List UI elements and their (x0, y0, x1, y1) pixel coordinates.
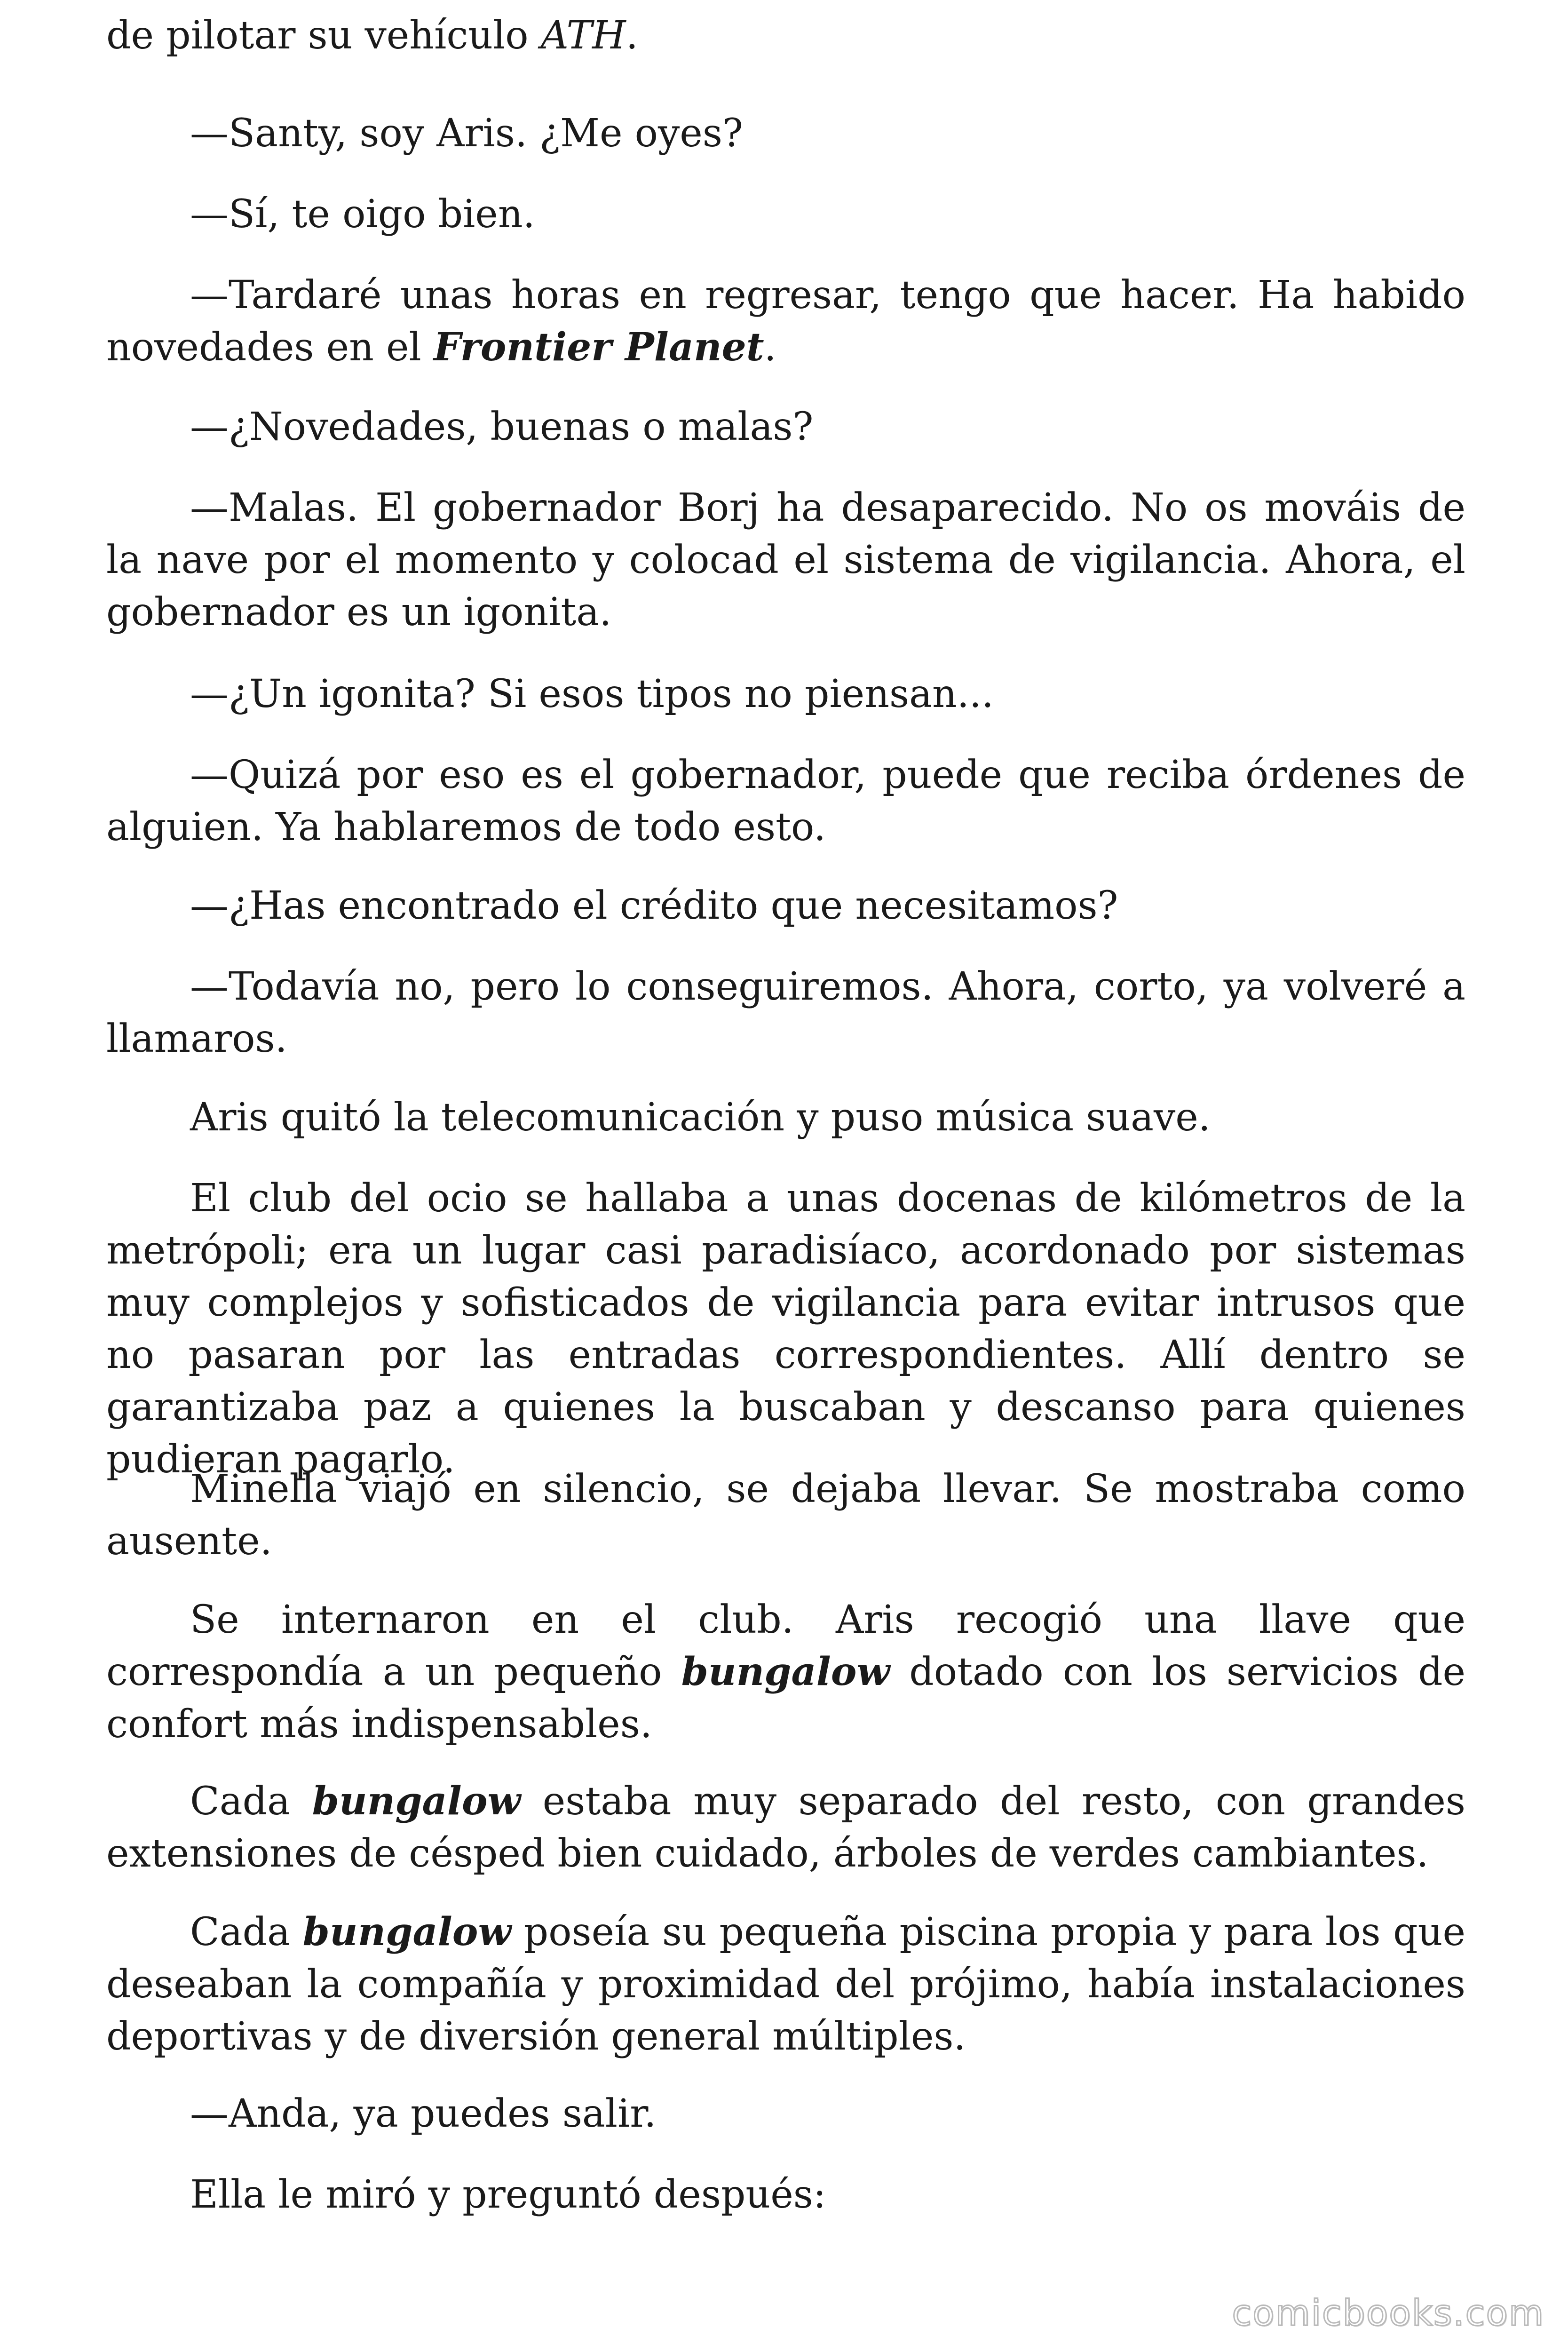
text-run: estaba muy separado del resto, con grandes extensiones de césped bien cuidado, árboles de verdes cambiantes. (106, 1779, 1466, 1876)
paragraph (106, 1594, 1465, 1750)
italic-term: ATH (540, 13, 626, 58)
paragraph (106, 2088, 1465, 2140)
text-run: —Todavía no, pero lo conseguiremos. Ahora, corto, ya volveré a llamaros. (106, 964, 1465, 1061)
emphasized-term: bungalow (681, 1649, 890, 1694)
emphasized-term: bungalow (302, 1909, 512, 1955)
paragraph (106, 1906, 1465, 2063)
text-run: Se internaron en el club. Aris recogió una llave que correspondía a un pequeño (106, 1597, 1465, 1694)
paragraph (106, 961, 1465, 1065)
watermark: comicbooks.com (1232, 2292, 1544, 2334)
paragraph (106, 1091, 1465, 1144)
text-run: de pilotar su vehículo (106, 13, 541, 58)
text-run: Cada (190, 1779, 312, 1824)
text-run: —Malas. El gobernador Borj ha desaparecido. No os mováis de la nave por el momento y colocad el sistema de vigilancia. Ahora, el gobernador es un igonita. (106, 485, 1465, 635)
paragraph (106, 188, 1465, 240)
text-run: —Tardaré unas horas en regresar, tengo que hacer. Ha habido novedades en el (106, 273, 1465, 370)
text-run: —Sí, te oigo bien. (190, 192, 535, 237)
paragraph (106, 668, 1465, 720)
paragraph (106, 749, 1465, 853)
emphasized-term: bungalow (312, 1779, 521, 1824)
paragraph (106, 1463, 1465, 1567)
text-run: Minella viajó en silencio, se dejaba llevar. Se mostraba como ausente. (106, 1467, 1465, 1564)
text-run: Aris quitó la telecomunicación y puso música suave. (190, 1095, 1211, 1140)
text-run: dotado con los servicios de confort más indispensables. (106, 1650, 1466, 1747)
text-run: —¿Novedades, buenas o malas? (190, 405, 814, 449)
text-run: . (764, 325, 776, 370)
text-run: poseía su pequeña piscina propia y para los que deseaban la compañía y proximidad del prójimo, había instalaciones deportivas y de diversión general múltiples. (106, 1910, 1466, 2059)
paragraph (106, 269, 1465, 373)
emphasized-term: Frontier Planet (433, 325, 764, 370)
text-run: —¿Un igonita? Si esos tipos no piensan... (190, 672, 994, 716)
text-run: —¿Has encontrado el crédito que necesitamos? (190, 883, 1118, 928)
paragraph (106, 482, 1465, 638)
paragraph (106, 1172, 1465, 1486)
text-run: —Anda, ya puedes salir. (190, 2091, 657, 2136)
text-run: Ella le miró y preguntó después: (190, 2172, 826, 2217)
text-run: —Santy, soy Aris. ¿Me oyes? (190, 111, 743, 156)
text-run: Cada (190, 1910, 303, 1955)
text-run: . (626, 13, 638, 58)
text-run: —Quizá por eso es el gobernador, puede que reciba órdenes de alguien. Ya hablaremos de todo esto. (106, 753, 1465, 850)
paragraph (106, 2169, 1465, 2221)
text-run: El club del ocio se hallaba a unas docenas de kilómetros de la metrópoli; era un lugar casi paradisíaco, acordonado por sistemas muy complejos y sofisticados de vigilancia para evitar intrusos que no pasaran por las entradas correspondientes. Allí dentro se garantizaba paz a quienes la buscaban y descanso para quienes pudieran pagarlo. (106, 1176, 1465, 1482)
paragraph (106, 1775, 1465, 1880)
paragraph (106, 107, 1465, 159)
paragraph (106, 880, 1465, 932)
paragraph (106, 9, 1465, 62)
paragraph (106, 401, 1465, 453)
